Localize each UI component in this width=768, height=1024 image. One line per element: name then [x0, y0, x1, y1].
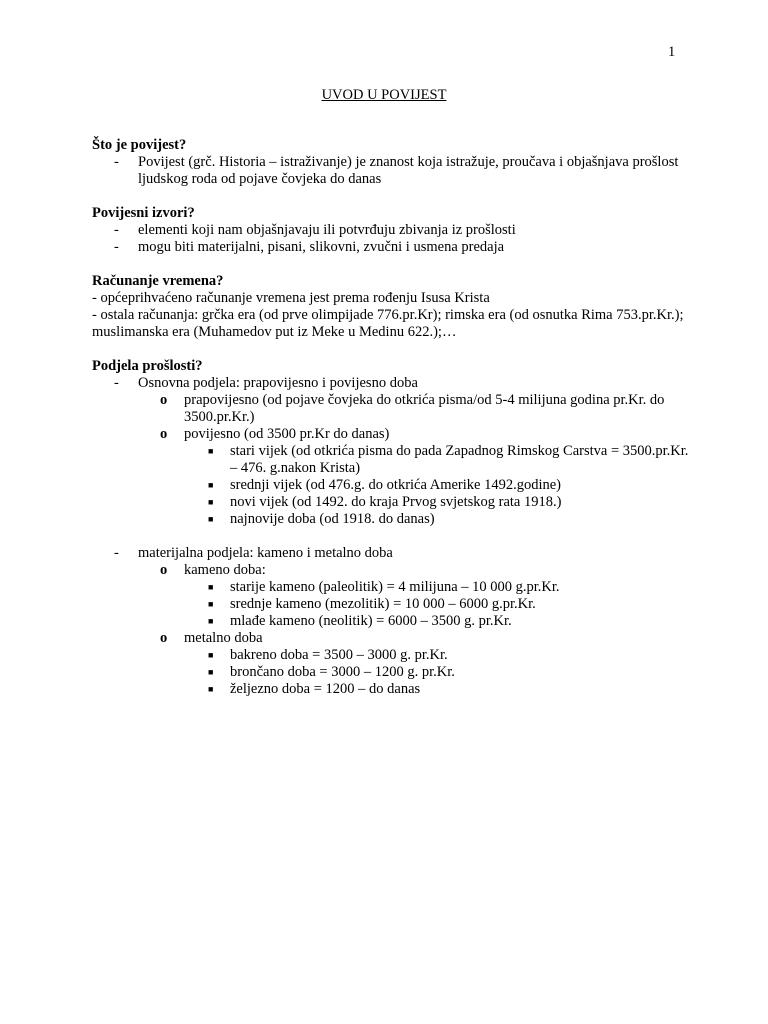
list-item-text: brončano doba = 3000 – 1200 g. pr.Kr.: [230, 664, 455, 680]
list-item: [92, 545, 692, 562]
list-item: [92, 647, 692, 664]
list-item: [92, 239, 692, 256]
list-item-text: Povijest (grč. Historia – istraživanje) je znanost koja istražuje, proučava i objašnjava prošlost ljudskog roda od pojave čovjeka do danas: [138, 154, 679, 187]
list-item: [92, 477, 692, 494]
list-item-text: prapovijesno (od pojave čovjeka do otkrića pisma/od 5-4 milijuna godina pr.Kr. do 3500.pr.Kr.): [184, 392, 665, 425]
square-bullet-icon: ■: [208, 497, 214, 507]
square-bullet-icon: ■: [208, 616, 214, 626]
spacer: [92, 528, 692, 545]
dash-bullet-icon: -: [114, 222, 119, 238]
square-bullet-icon: ■: [208, 650, 214, 660]
list-item: [92, 579, 692, 596]
list-item: [92, 630, 692, 647]
list-item-text: novi vijek (od 1492. do kraja Prvog svjetskog rata 1918.): [230, 494, 562, 510]
section-division-of-past: [92, 358, 692, 698]
section-heading: Što je povijest?: [92, 137, 187, 153]
circle-bullet-icon: o: [160, 562, 168, 578]
list-item: [92, 562, 692, 579]
square-bullet-icon: ■: [208, 667, 214, 677]
paragraph-line: - općeprihvaćeno računanje vremena jest prema rođenju Isusa Krista: [92, 290, 490, 306]
list-item: [92, 443, 692, 477]
dash-bullet-icon: -: [114, 154, 119, 170]
list-item: [92, 154, 692, 188]
list-item-text: srednji vijek (od 476.g. do otkrića Amerike 1492.godine): [230, 477, 562, 493]
list-item: [92, 392, 692, 426]
list-item: [92, 613, 692, 630]
list-item-text: željezno doba = 1200 – do danas: [230, 681, 421, 697]
list-item: [92, 511, 692, 528]
list-item: [92, 222, 692, 239]
list-item: [92, 681, 692, 698]
section-sources: [92, 205, 692, 256]
list-item: [92, 426, 692, 443]
square-bullet-icon: ■: [208, 582, 214, 592]
square-bullet-icon: ■: [208, 446, 214, 456]
list-item-text: starije kameno (paleolitik) = 4 milijuna – 10 000 g.pr.Kr.: [230, 579, 560, 595]
list-item: [92, 664, 692, 681]
list-item-text: bakreno doba = 3500 – 3000 g. pr.Kr.: [230, 647, 448, 663]
square-bullet-icon: ■: [208, 684, 214, 694]
list-item-text: mlađe kameno (neolitik) = 6000 – 3500 g. pr.Kr.: [230, 613, 512, 629]
section-heading: Podjela prošlosti?: [92, 358, 203, 374]
section-time-reckoning: [92, 273, 692, 341]
list-item-text: materijalna podjela: kameno i metalno doba: [138, 545, 393, 561]
list-item-text: elementi koji nam objašnjavaju ili potvrđuju zbivanja iz prošlosti: [138, 222, 516, 238]
document-title: UVOD U POVIJEST: [321, 87, 447, 103]
list-item-text: Osnovna podjela: prapovijesno i povijesno doba: [138, 375, 418, 391]
list-item-text: stari vijek (od otkrića pisma do pada Zapadnog Rimskog Carstva = 3500.pr.Kr. – 476. g.nakon Krista): [230, 443, 689, 476]
page-number: 1: [668, 44, 676, 60]
dash-bullet-icon: -: [114, 375, 119, 391]
list-item-text: mogu biti materijalni, pisani, slikovni, zvučni i usmena predaja: [138, 239, 505, 255]
circle-bullet-icon: o: [160, 426, 168, 442]
document-body: [92, 137, 692, 715]
dash-bullet-icon: -: [114, 239, 119, 255]
list-item: [92, 596, 692, 613]
paragraph-line: - ostala računanja: grčka era (od prve olimpijade 776.pr.Kr); rimska era (od osnutka Rima 753.pr.Kr.); muslimanska era (Muhamedov put iz Meke u Medinu 622.);…: [92, 307, 684, 340]
section-what-is-history: [92, 137, 692, 188]
list-item-text: srednje kameno (mezolitik) = 10 000 – 6000 g.pr.Kr.: [230, 596, 536, 612]
circle-bullet-icon: o: [160, 392, 168, 408]
dash-bullet-icon: -: [114, 545, 119, 561]
list-item: [92, 375, 692, 392]
section-heading: Računanje vremena?: [92, 273, 224, 289]
section-heading: Povijesni izvori?: [92, 205, 195, 221]
list-item: [92, 494, 692, 511]
list-item-text: metalno doba: [184, 630, 263, 646]
list-item-text: kameno doba:: [184, 562, 266, 578]
square-bullet-icon: ■: [208, 514, 214, 524]
square-bullet-icon: ■: [208, 599, 214, 609]
square-bullet-icon: ■: [208, 480, 214, 490]
circle-bullet-icon: o: [160, 630, 168, 646]
list-item-text: najnovije doba (od 1918. do danas): [230, 511, 435, 527]
list-item-text: povijesno (od 3500 pr.Kr do danas): [184, 426, 390, 442]
